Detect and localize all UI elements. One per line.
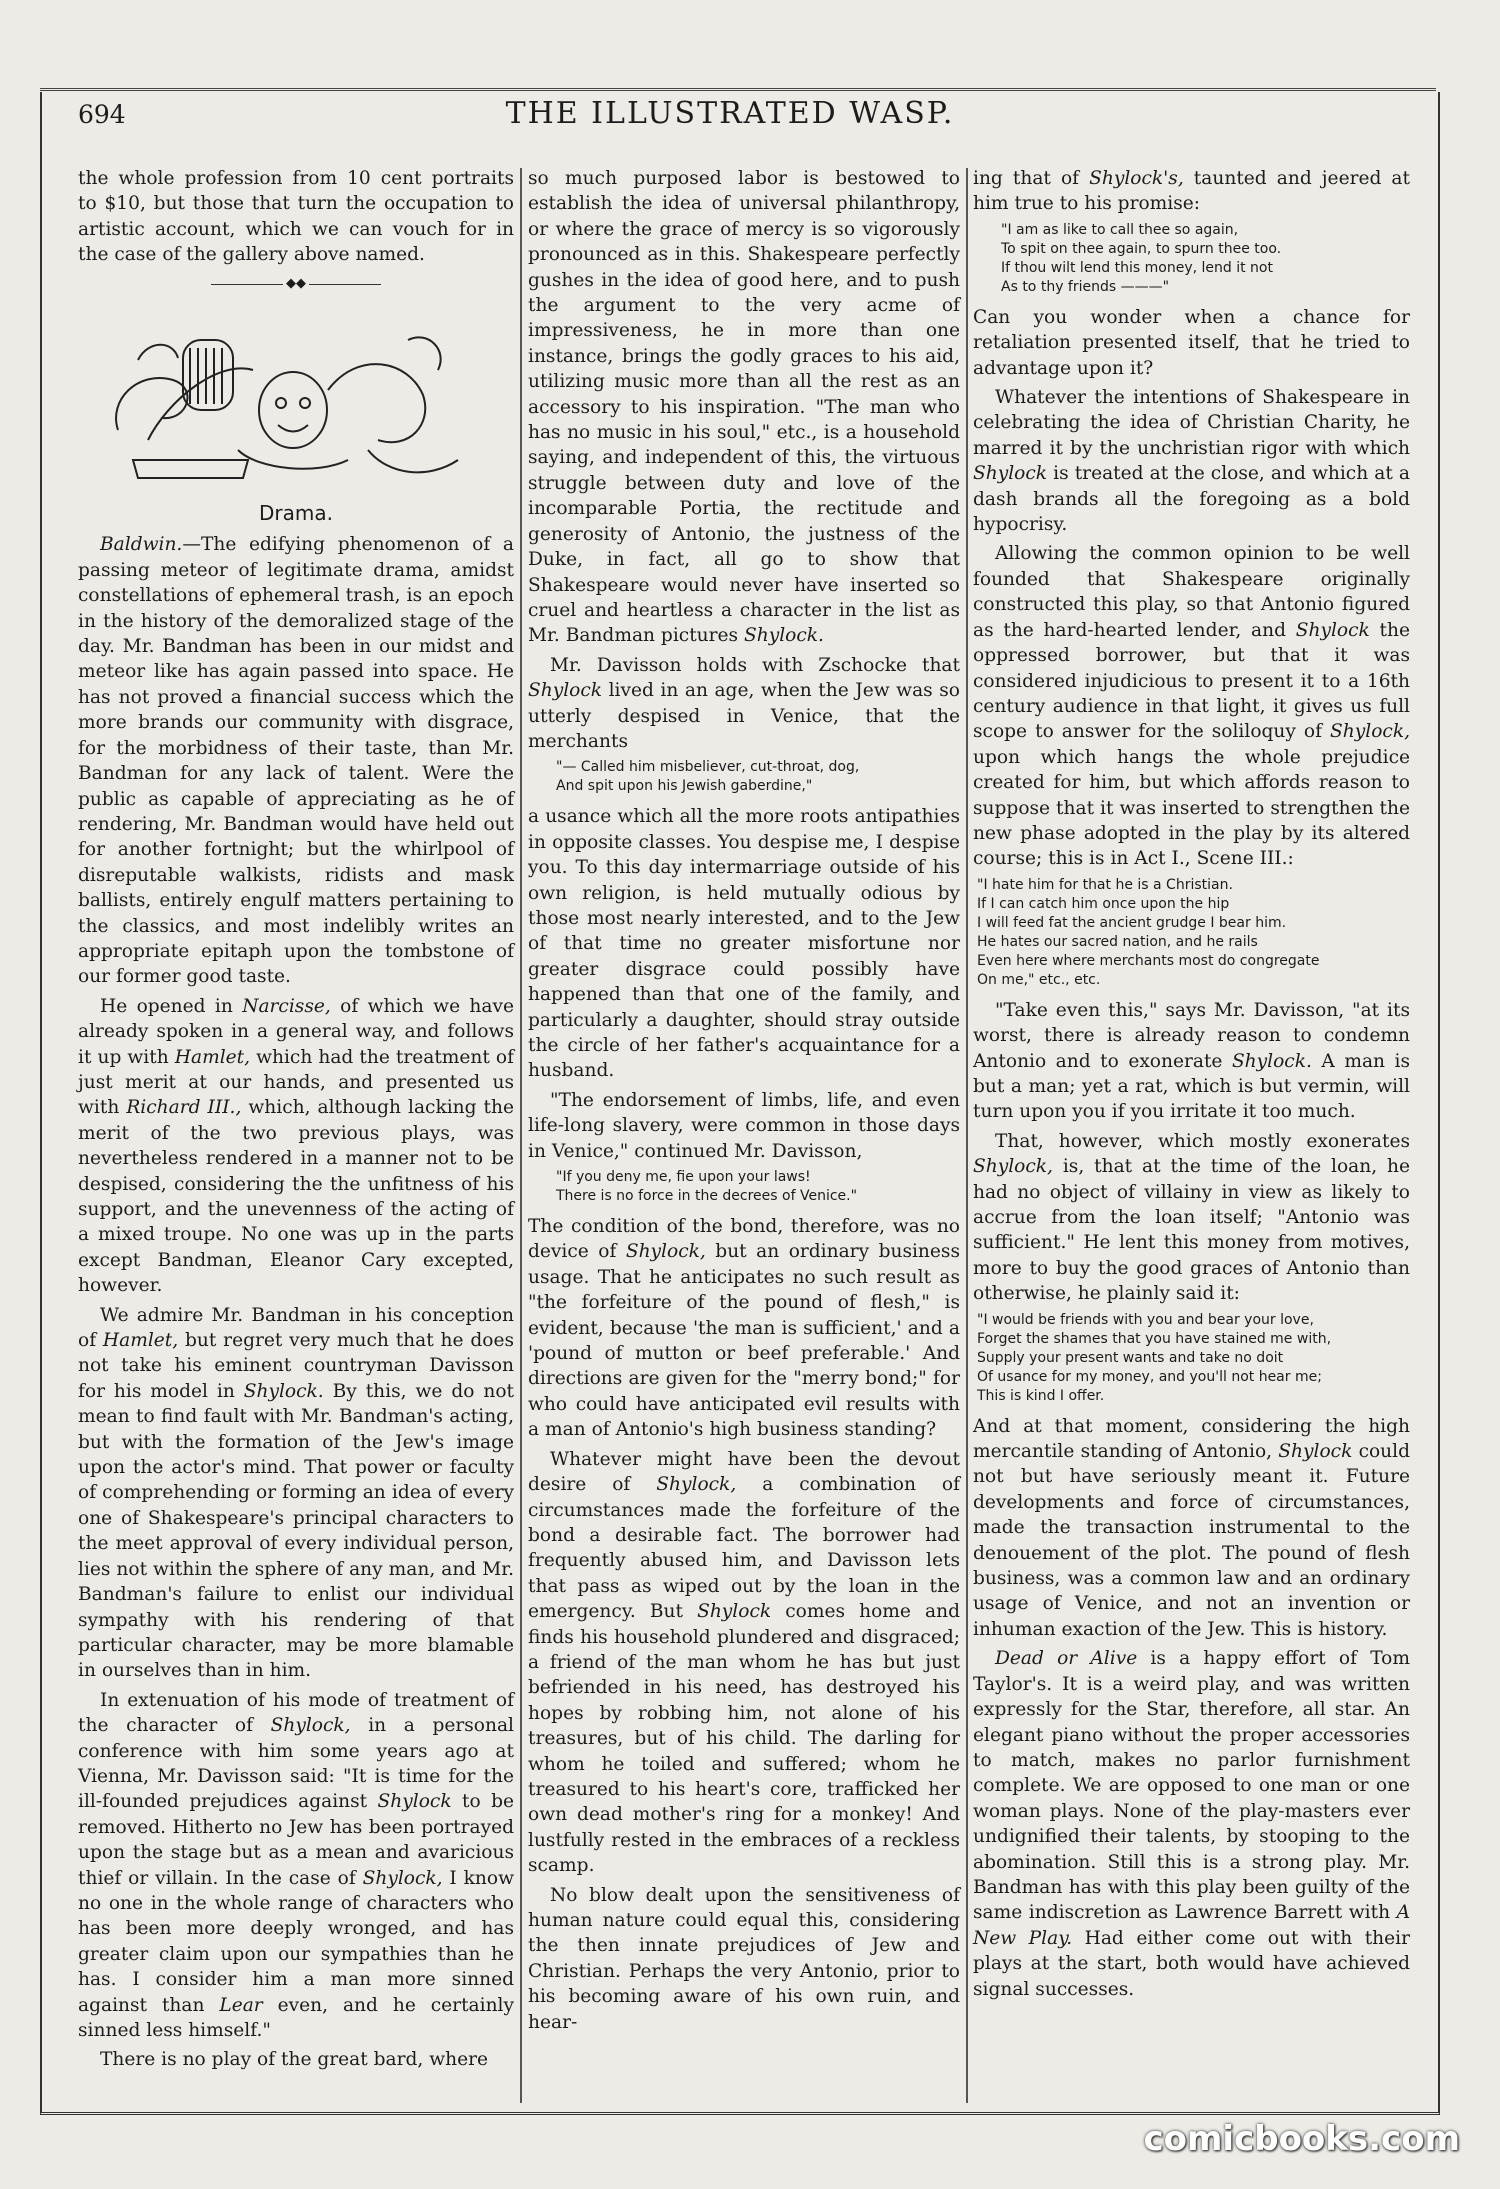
paragraph: And at that moment, considering the high mercantile standing of Antonio, Shylock could not but have seriously meant it. Future developments and force of circumstances, made the transaction instrumental to the denouement of the plot. The pound of flesh business, was a common law and an ordinary usage of Venice, and not an invention or inhuman exaction of the Jew. This is history. — [973, 1415, 1411, 1640]
watermark-logo: comicbooks.com — [1143, 2119, 1460, 2159]
paragraph: ing that of Shylock's, taunted and jeered at him true to his promise: — [973, 168, 1410, 215]
column-3 — [973, 166, 1410, 2006]
column-1 — [78, 166, 514, 2077]
masthead: THE ILLUSTRATED WASP. — [505, 96, 955, 131]
venue-name: Baldwin. — [100, 534, 183, 556]
page-number: 694 — [78, 100, 126, 129]
section-title-drama: Drama. — [259, 501, 333, 526]
paragraph: He opened in Narcisse, of which we have already spoken in a general way, and follows it up with Hamlet, which had the treatment of just merit at our hands, and presented us with Richard III., which, although lacking the merit of the two previous plays, was nevertheless rendered in a manner not to be despised, considering the the unfitness of his support, and the unevenness of the acting of a mixed troupe. No one was up in the parts except Bandman, Eleanor Cary excepted, however. — [78, 995, 514, 1297]
paragraph: That, however, which mostly exonerates Shylock, is, that at the time of the loan, he had no object of villainy in view as likely to accrue from the loan itself; "Antonio was sufficient." He lent this money from motives, more to buy the good graces of Antonio than otherwise, he plainly said it: — [973, 1130, 1410, 1305]
paragraph: Allowing the common opinion to be well founded that Shakespeare originally constructed this play, so that Antonio figured as the hard-hearted lender, and Shylock the oppressed borrower, but that it was considered injudicious to present it to a 16th century audience in that light, it gives us full scope to answer for the soliloquy of Shylock, upon which hangs the whole prejudice created for him, but which affords reason to suppose that it was inserted to strengthen the new phase adopted in the play by its altered course; this is in Act I., Scene III.: — [973, 543, 1410, 870]
verse-quote: "I would be friends with you and bear your love, Forget the shames that you have stained me with, Supply your present wants and take no doit Of usance for my money, and you'll not hear me; This is kind I offer. — [977, 1311, 1332, 1404]
drama-vignette-illustration — [78, 300, 514, 490]
paragraph: "Take even this," says Mr. Davisson, "at its worst, there is already reason to condemn Antonio and to exonerate Shylock. A man is but a man; yet a rat, which is but vermin, will turn upon you if you irritate it too much. — [973, 999, 1410, 1123]
column-divider-1 — [520, 168, 522, 2103]
column-2 — [528, 166, 960, 2039]
paragraph: the whole profession from 10 cent portraits to $10, but those that turn the occupation to artistic account, which we can vouch for in the case of the gallery above named. — [78, 168, 514, 266]
ornament-rule: ◆◆ — [211, 280, 381, 290]
verse-quote: "I am as like to call thee so again, To spit on thee again, to spurn thee too. If thou wilt lend this money, lend it not As to thy friends ———" — [1001, 221, 1282, 295]
verse-quote: "If you deny me, fie upon your laws! There is no force in the decrees of Venice." — [556, 1169, 858, 1205]
paragraph: Whatever might have been the devout desire of Shylock, a combination of circumstances made the forfeiture of the bond a desirable fact. The borrower had frequently abused him, and Davisson lets that pass as wiped out by the loan in the emergency. But Shylock comes home and finds his household plundered and disgraced; a friend of the man whom he has but just befriended in his need, has destroyed his hopes by robbing him, not alone of his treasures, but of his child. The darling for whom he toiled and suffered; whom he treasured to his heart's core, trafficked her own dead mother's ring for a monkey! And lustfully rested in the embraces of a reckless scamp. — [528, 1448, 960, 1877]
paragraph: We admire Mr. Bandman in his conception of Hamlet, but regret very much that he does not take his eminent countryman Davisson for his model in Shylock. By this, we do not mean to find fault with Mr. Bandman's acting, but with the formation of the Jew's image upon the actor's mind. That power or faculty of comprehending or forming an idea of every one of Shakespeare's principal characters to the meet approval of every individual person, lies not within the sphere of any man, and Mr. Bandman's failure to enlist our individual sympathy with his rendering of that particular character, may be more blamable in ourselves than in him. — [78, 1304, 514, 1682]
paragraph: In extenuation of his mode of treatment of the character of Shylock, in a personal conference with him some years ago at Vienna, Mr. Davisson said: "It is time for the ill-founded prejudices against Shylock to be removed. Hitherto no Jew has been portrayed upon the stage but as a mean and avaricious thief or villain. In the case of Shylock, I know no one in the whole range of characters who has been more deeply wronged, and has greater claim upon our sympathies than he has. I consider him a man more sinned against than Lear even, and he certainly sinned less himself." — [78, 1689, 514, 2041]
paragraph: Mr. Davisson holds with Zschocke that Shylock lived in an age, when the Jew was so utterly despised in Venice, that the merchants — [528, 654, 960, 752]
paragraph: Dead or Alive is a happy effort of Tom Taylor's. It is a weird play, and was written expressly for the Star, therefore, all star. An elegant piano without the proper accessories to match, makes no parlor furnishment complete. We are opposed to one man or one woman plays. None of the play-masters ever undignified their talents, by stooping to the abomination. Still this is a strong play. Mr. Bandman has with this play been guilty of the same indiscretion as Lawrence Barrett with A New Play. Had either come out with their plays at the start, both would have achieved signal successes. — [973, 1648, 1410, 2000]
paragraph: Baldwin.—The edifying phenomenon of a passing meteor of legitimate drama, amidst constellations of ephemeral trash, is an epoch in the history of the demoralized stage of the day. Mr. Bandman has been in our midst and meteor like has again passed into space. He has not proved a financial success which the more brands our community with disgrace, for the morbidness of their taste, than Mr. Bandman for any lack of talent. Were the public as capable of appreciating as he of rendering, Mr. Bandman would have held out for another fortnight; but the whirlpool of disreputable walkists, ridists and mask ballists, entirely engulf matters pertaining to the classics, and most indelibly writes an appropriate epitaph upon the tombstone of our former good taste. — [78, 534, 514, 988]
paragraph: so much purposed labor is bestowed to establish the idea of universal philanthropy, or where the grace of mercy is so vigorously pronounced as in this. Shakespeare perfectly gushes in the idea of good here, and to push the argument to the very acme of impressiveness, he in more than one instance, brings the godly graces to his aid, utilizing music more than all the rest as an accessory to his inspiration. "The man who has no music in his soul," etc., is a household saying, and independent of this, the virtuous struggle between duty and love of the incomparable Portia, the rectitude and generosity of Antonio, the justness of the Duke, in fact, all go to show that Shakespeare would never have inserted so cruel and heartless a character in the list as Mr. Bandman pictures Shylock. — [528, 168, 960, 647]
paragraph: There is no play of the great bard, where — [100, 2049, 489, 2071]
paragraph: The condition of the bond, therefore, was no device of Shylock, but an ordinary business usage. That he anticipates no such result as "the forfeiture of the pound of flesh," is evident, because 'the man is sufficient,' and a 'pound of mutton or beef preferable.' And directions are given for the "merry bond;" for who could have anticipated evil results with a man of Antonio's high business standing? — [528, 1216, 960, 1441]
paragraph: No blow dealt upon the sensitiveness of human nature could equal this, considering the then innate prejudices of Jew and Christian. Perhaps the very Antonio, prior to his becoming aware of his own ruin, and hear- — [528, 1884, 960, 2033]
verse-quote: "I hate him for that he is a Christian. If I can catch him once upon the hip I will feed fat the ancient grudge I bear him. He hates our sacred nation, and he rails Even here where merchants most do congregate On me," etc., etc. — [977, 876, 1320, 988]
paragraph: a usance which all the more roots antipathies in opposite classes. You despise me, I despise you. To this day intermarriage outside of his own religion, is held mutually odious by those most nearly interested, and to the Jew of that time no greater misfortune nor greater disgrace could possibly have happened than that one of the family, and particularly a daughter, should stray outside the circle of her father's acquaintance for a husband. — [528, 806, 960, 1082]
paragraph: Can you wonder when a chance for retaliation presented itself, that he tried to advantage upon it? — [973, 306, 1410, 379]
paragraph: "The endorsement of limbs, life, and even life-long slavery, were common in those days in Venice," continued Mr. Davisson, — [528, 1089, 960, 1162]
paragraph: Whatever the intentions of Shakespeare in celebrating the idea of Christian Charity, he marred it by the unchristian rigor with which Shylock is treated at the close, and which at a dash brands all the foregoing as a bold hypocrisy. — [973, 387, 1410, 536]
verse-quote: "— Called him misbeliever, cut-throat, dog, And spit upon his Jewish gaberdine," — [556, 759, 860, 795]
column-divider-2 — [966, 168, 968, 2103]
